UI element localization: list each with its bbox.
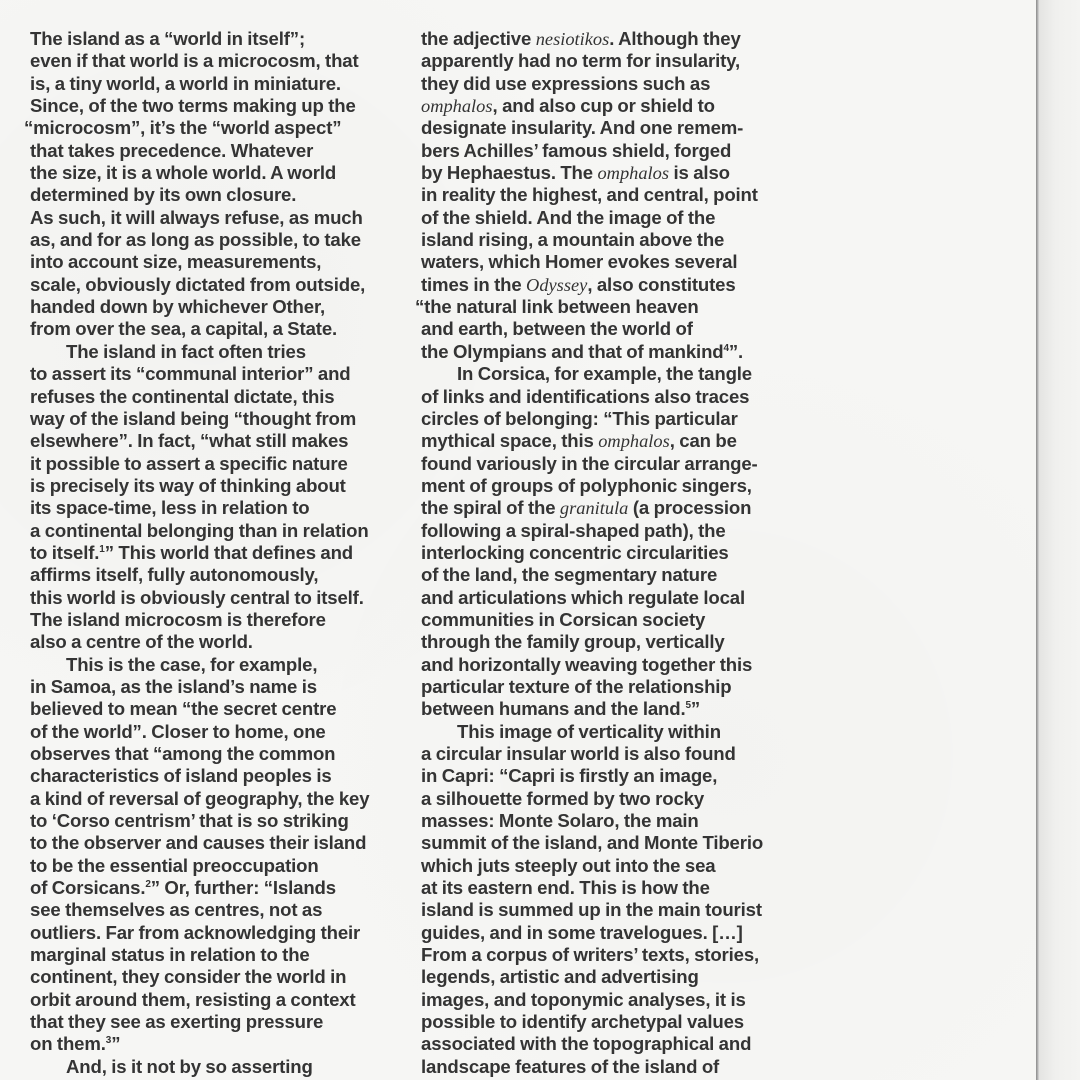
text-line [30, 1033, 395, 1055]
line-text: As such, it will always refuse, as much [30, 206, 363, 228]
text-line [421, 966, 786, 988]
line-text: The island microcosm is therefore [30, 608, 326, 630]
line-text: a circular insular world is also found [421, 743, 736, 764]
line-text: of the land, the segmentary nature [421, 564, 718, 586]
text-line [30, 765, 395, 787]
line-text: as, and for as long as possible, to take [30, 229, 361, 251]
text-line [30, 609, 395, 631]
text-line [421, 475, 786, 497]
line-text: In Corsica, for example, the tangle [457, 363, 752, 385]
text-line [421, 609, 786, 631]
line-text: scale, obviously dictated from outside, [30, 273, 366, 295]
line-text: and horizontally weaving together this [421, 653, 753, 675]
line-text: believed to mean “the secret centre [30, 698, 337, 720]
text-line [421, 453, 786, 475]
text-line [30, 363, 395, 385]
text-line [30, 497, 395, 519]
line-text: mythical space, this [421, 430, 599, 452]
text-line [421, 251, 786, 273]
line-text: orbit around them, resisting a context [30, 988, 356, 1010]
text-line [30, 788, 395, 810]
text-line [421, 363, 786, 385]
text-line [30, 95, 395, 117]
line-text: continent, they consider the world in [30, 966, 347, 988]
text-line [421, 274, 786, 296]
line-text-tail: ” [111, 1033, 121, 1055]
text-line [421, 184, 786, 206]
line-text-tail: ” This world that defines and [104, 541, 354, 563]
text-line [421, 721, 786, 743]
text-line [30, 50, 395, 72]
italic-term: omphalos [597, 163, 669, 184]
line-text: to be the essential preoccupation [30, 854, 319, 876]
text-line [30, 944, 395, 966]
line-text: times in the [421, 273, 527, 295]
text-line [421, 1056, 786, 1078]
text-line [30, 1056, 395, 1078]
line-text: interlocking concentric circularities [421, 541, 729, 563]
line-text: elsewhere”. In fact, “what still makes [30, 430, 349, 452]
line-text: found variously in the circular arrange- [421, 452, 758, 474]
line-text: to itself. [30, 541, 100, 563]
line-text: is, a tiny world, a world in miniature. [30, 72, 341, 94]
line-text-tail: , also constitutes [587, 273, 736, 295]
line-text: is precisely its way of thinking about [30, 474, 346, 496]
line-text: waters, which Homer evokes several [421, 251, 738, 273]
line-text: communities in Corsican society [421, 608, 706, 630]
line-text: affirms itself, fully autonomously, [30, 564, 319, 586]
line-text: which juts steeply out into the sea [421, 854, 716, 876]
text-line [30, 922, 395, 944]
line-text: guides, and in some travelogues. […] [421, 921, 743, 943]
text-line [30, 386, 395, 408]
text-line [30, 564, 395, 586]
text-line [30, 162, 395, 184]
line-text: they did use expressions such as [421, 72, 711, 94]
text-line [421, 765, 786, 787]
text-line [421, 95, 786, 117]
text-line [421, 73, 786, 95]
text-line [30, 296, 395, 318]
left-column [24, 28, 395, 1078]
text-line [30, 341, 395, 363]
line-text: of the shield. And the image of the [421, 206, 716, 228]
line-text: island rising, a mountain above the [421, 229, 725, 251]
line-text: a kind of reversal of geography, the key [30, 787, 370, 809]
footnote-marker: 1 [99, 543, 105, 555]
text-line [421, 408, 786, 430]
text-line [30, 676, 395, 698]
text-line [421, 564, 786, 586]
text-line [421, 386, 786, 408]
text-line [30, 184, 395, 206]
footnote-marker: 3 [105, 1035, 112, 1047]
line-text: From a corpus of writers’ texts, stories, [421, 944, 760, 966]
next-page-margin [1039, 0, 1080, 1080]
text-line [30, 810, 395, 832]
text-line [421, 318, 786, 340]
line-text-tail: ” [690, 698, 701, 720]
text-line [421, 899, 786, 921]
line-text: the size, it is a whole world. A world [30, 162, 337, 184]
text-line [30, 587, 395, 609]
italic-term: granitula [559, 498, 629, 519]
text-line [421, 877, 786, 899]
text-line [30, 251, 395, 273]
text-line [30, 631, 395, 653]
text-line [30, 28, 395, 50]
line-text: a continental belonging than in relation [30, 519, 369, 541]
line-text: at its eastern end. This is how the [421, 877, 710, 899]
line-text: The island as a “world in itself”; [30, 28, 305, 49]
line-text: possible to identify archetypal values [421, 1011, 744, 1033]
text-line [30, 73, 395, 95]
line-text: even if that world is a microcosm, that [30, 50, 359, 72]
text-line [30, 475, 395, 497]
text-line [421, 50, 786, 72]
text-line [421, 28, 786, 50]
line-text: The island in fact often tries [66, 340, 306, 362]
text-line [415, 296, 786, 318]
text-line [421, 922, 786, 944]
line-text-tail: . Although they [609, 28, 741, 49]
line-text: the spiral of the [421, 497, 560, 519]
line-text: into account size, measurements, [30, 251, 322, 273]
line-text: in Capri: “Capri is firstly an image, [421, 765, 718, 787]
line-text: in reality the highest, and central, point [421, 184, 758, 206]
text-line [421, 140, 786, 162]
text-line [421, 229, 786, 251]
line-text: bers Achilles’ famous shield, forged [421, 139, 732, 161]
text-line [30, 698, 395, 720]
line-text: associated with the topographical and [421, 1033, 752, 1055]
line-text: apparently had no term for insularity, [421, 50, 740, 72]
line-text: between humans and the land. [421, 698, 686, 720]
text-line [421, 520, 786, 542]
text-line [421, 810, 786, 832]
text-line [30, 318, 395, 340]
text-line [421, 117, 786, 139]
footnote-marker: 5 [685, 700, 691, 712]
line-text: see themselves as centres, not as [30, 899, 323, 921]
text-line [30, 140, 395, 162]
line-text: following a spiral-shaped path), the [421, 519, 726, 541]
line-text: images, and toponymic analyses, it is [421, 988, 746, 1010]
italic-term: omphalos [598, 431, 670, 452]
text-line [24, 117, 395, 139]
line-text: that takes precedence. Whatever [30, 139, 314, 161]
text-line [30, 430, 395, 452]
line-text-tail: (a procession [628, 497, 752, 519]
line-text: outliers. Far from acknowledging their [30, 921, 361, 943]
line-text-tail: ”. [728, 340, 744, 362]
text-line [421, 430, 786, 452]
italic-term: omphalos [421, 96, 493, 117]
text-line [421, 788, 786, 810]
line-text: the adjective [421, 28, 536, 49]
line-text: summit of the island, and Monte Tiberio [421, 832, 764, 854]
line-text: island is summed up in the main tourist [421, 899, 762, 921]
text-line [421, 207, 786, 229]
line-text: characteristics of island peoples is [30, 765, 332, 787]
text-line [30, 832, 395, 854]
text-line [30, 855, 395, 877]
text-line [421, 341, 786, 363]
line-text: determined by its own closure. [30, 184, 297, 206]
line-text: from over the sea, a capital, a State. [30, 318, 338, 340]
line-text-tail: , can be [669, 430, 737, 452]
line-text: to ‘Corso centrism’ that is so striking [30, 810, 349, 832]
line-text: This image of verticality within [457, 720, 721, 742]
text-line [30, 408, 395, 430]
line-text: to assert its “communal interior” and [30, 363, 351, 385]
text-line [421, 989, 786, 1011]
line-text: and earth, between the world of [421, 318, 693, 340]
text-line [30, 877, 395, 899]
text-line [421, 654, 786, 676]
line-text: way of the island being “thought from [30, 407, 357, 429]
text-line [30, 743, 395, 765]
line-text: This is the case, for example, [66, 653, 318, 675]
text-line [421, 832, 786, 854]
line-text: to the observer and causes their island [30, 832, 367, 854]
line-text: marginal status in relation to the [30, 944, 310, 966]
text-line [30, 654, 395, 676]
text-line [421, 542, 786, 564]
text-line [30, 1011, 395, 1033]
line-text: designate insularity. And one remem- [421, 117, 744, 139]
text-line [30, 274, 395, 296]
line-text: on them. [30, 1033, 106, 1055]
line-text: of Corsicans. [30, 877, 146, 899]
italic-term: nesiotikos [535, 29, 610, 49]
text-line [421, 1011, 786, 1033]
text-line [30, 966, 395, 988]
text-line [421, 944, 786, 966]
line-text: Since, of the two terms making up the [30, 95, 356, 117]
footnote-marker: 4 [723, 342, 729, 354]
line-text: circles of belonging: “This particular [421, 407, 738, 429]
line-text: the Olympians and that of mankind [421, 340, 724, 362]
right-column [415, 28, 786, 1078]
line-text: of links and identifications also traces [421, 385, 750, 407]
line-text: that they see as exerting pressure [30, 1011, 324, 1033]
text-line [421, 743, 786, 765]
line-text: of the world”. Closer to home, one [30, 720, 326, 742]
text-line [30, 520, 395, 542]
text-line [30, 721, 395, 743]
line-text: legends, artistic and advertising [421, 966, 699, 988]
line-text-tail: ” Or, further: “Islands [150, 877, 336, 899]
line-text: in Samoa, as the island’s name is [30, 675, 317, 697]
text-line [30, 899, 395, 921]
line-text: it possible to assert a specific nature [30, 452, 348, 474]
text-line [30, 229, 395, 251]
line-text-tail: , and also cup or shield to [492, 95, 715, 117]
text-line [421, 587, 786, 609]
line-text: a silhouette formed by two rocky [421, 787, 705, 809]
text-line [30, 542, 395, 564]
text-line [421, 698, 786, 720]
line-text: and articulations which regulate local [421, 586, 745, 608]
italic-term: Odyssey [526, 274, 588, 295]
line-text: “microcosm”, it’s the “world aspect” [24, 117, 342, 139]
text-line [421, 855, 786, 877]
line-text: masses: Monte Solaro, the main [421, 810, 699, 832]
line-text: through the family group, vertically [421, 631, 725, 653]
text-line [30, 453, 395, 475]
text-line [30, 989, 395, 1011]
line-text: by Hephaestus. The [421, 162, 598, 184]
line-text: observes that “among the common [30, 743, 336, 764]
footnote-marker: 2 [145, 879, 151, 891]
text-line [421, 1033, 786, 1055]
line-text: And, is it not by so asserting [66, 1055, 313, 1077]
line-text-tail: is also [669, 162, 730, 184]
text-line [30, 207, 395, 229]
line-text: ment of groups of polyphonic singers, [421, 474, 752, 496]
line-text: landscape features of the island of [421, 1055, 720, 1077]
line-text: this world is obviously central to itself. [30, 586, 364, 608]
line-text: its space-time, less in relation to [30, 497, 310, 519]
line-text: handed down by whichever Other, [30, 296, 326, 318]
line-text: also a centre of the world. [30, 631, 253, 653]
line-text: “the natural link between heaven [415, 296, 699, 318]
text-line [421, 676, 786, 698]
text-line [421, 631, 786, 653]
line-text: particular texture of the relationship [421, 675, 732, 697]
text-line [421, 497, 786, 519]
text-line [421, 162, 786, 184]
line-text: refuses the continental dictate, this [30, 385, 335, 407]
